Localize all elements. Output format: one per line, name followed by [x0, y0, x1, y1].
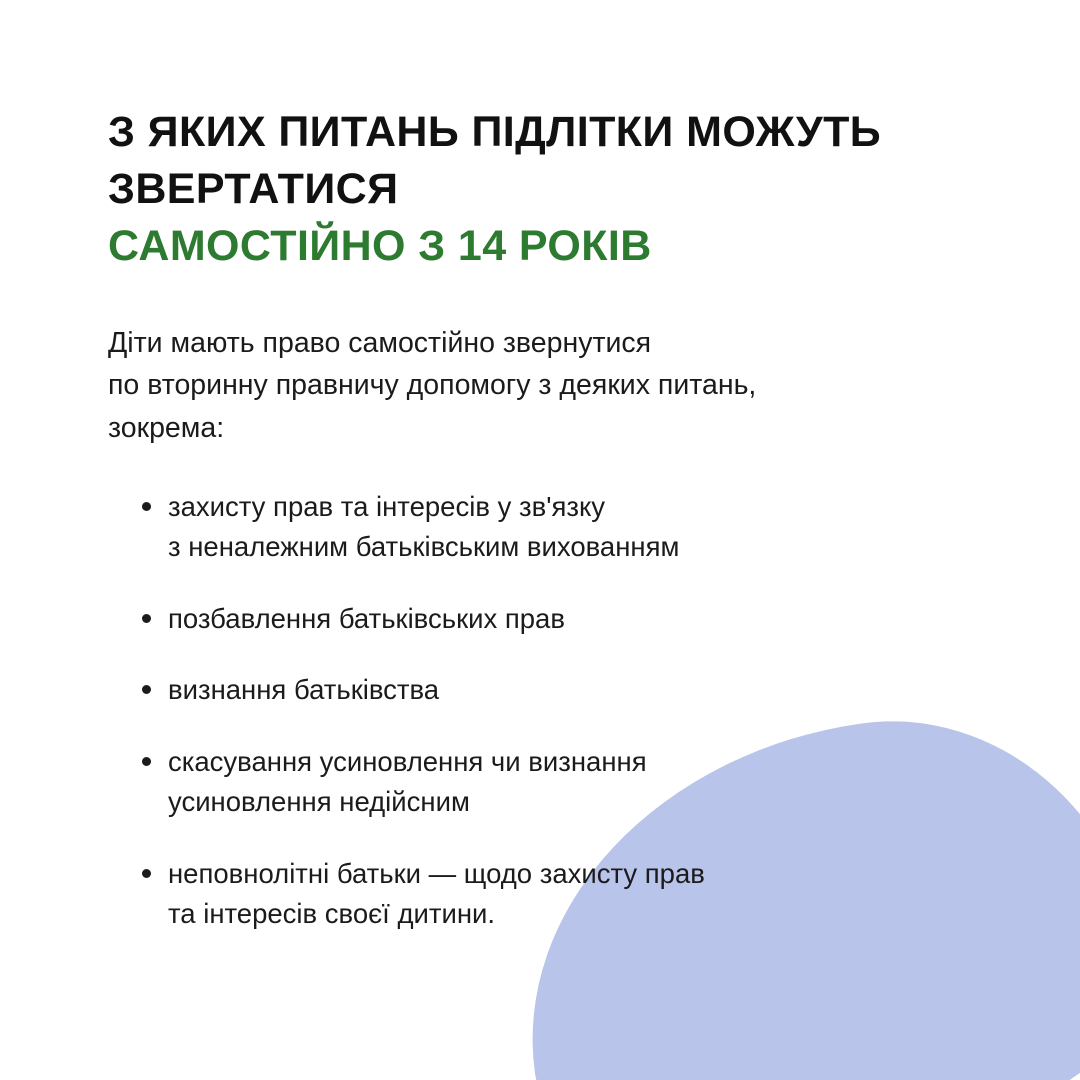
list-item-line-1: неповнолітні батьки — щодо захисту прав — [168, 858, 705, 890]
title-line-2: МОЖУТЬ ЗВЕРТАТИСЯ — [108, 108, 882, 213]
title-line-1: З ЯКИХ ПИТАНЬ ПІДЛІТКИ — [108, 108, 674, 156]
page-title — [108, 104, 990, 274]
intro-line-2: по вторинну правничу допомогу з деяких питань, — [108, 369, 757, 402]
list-item-line-2: та інтересів своєї дитини. — [168, 897, 496, 929]
bullet-icon — [142, 614, 151, 623]
list-item — [108, 599, 990, 639]
intro-line-3: зокрема: — [108, 411, 225, 444]
list-item — [108, 487, 990, 567]
topics-list — [108, 487, 990, 934]
list-item-line-2: з неналежним батьківським вихованням — [168, 530, 680, 562]
list-item-line-1: позбавлення батьківських прав — [168, 602, 565, 634]
list-item — [108, 854, 990, 934]
title-line-3-accent: САМОСТІЙНО З 14 РОКІВ — [108, 221, 652, 270]
content-area — [108, 104, 990, 934]
list-item-line-1: визнання батьківства — [168, 674, 440, 706]
intro-paragraph — [108, 322, 990, 449]
bullet-icon — [142, 757, 151, 766]
bullet-icon — [142, 869, 151, 878]
bullet-icon — [142, 685, 151, 694]
intro-line-1: Діти мають право самостійно звернутися — [108, 327, 652, 360]
list-item-line-1: захисту прав та інтересів у зв'язку — [168, 490, 606, 522]
list-item-line-1: скасування усиновлення чи визнання — [168, 746, 647, 778]
list-item — [108, 742, 990, 822]
bullet-icon — [142, 502, 151, 511]
list-item-line-2: усиновлення недійсним — [168, 786, 470, 818]
list-item — [108, 670, 990, 710]
